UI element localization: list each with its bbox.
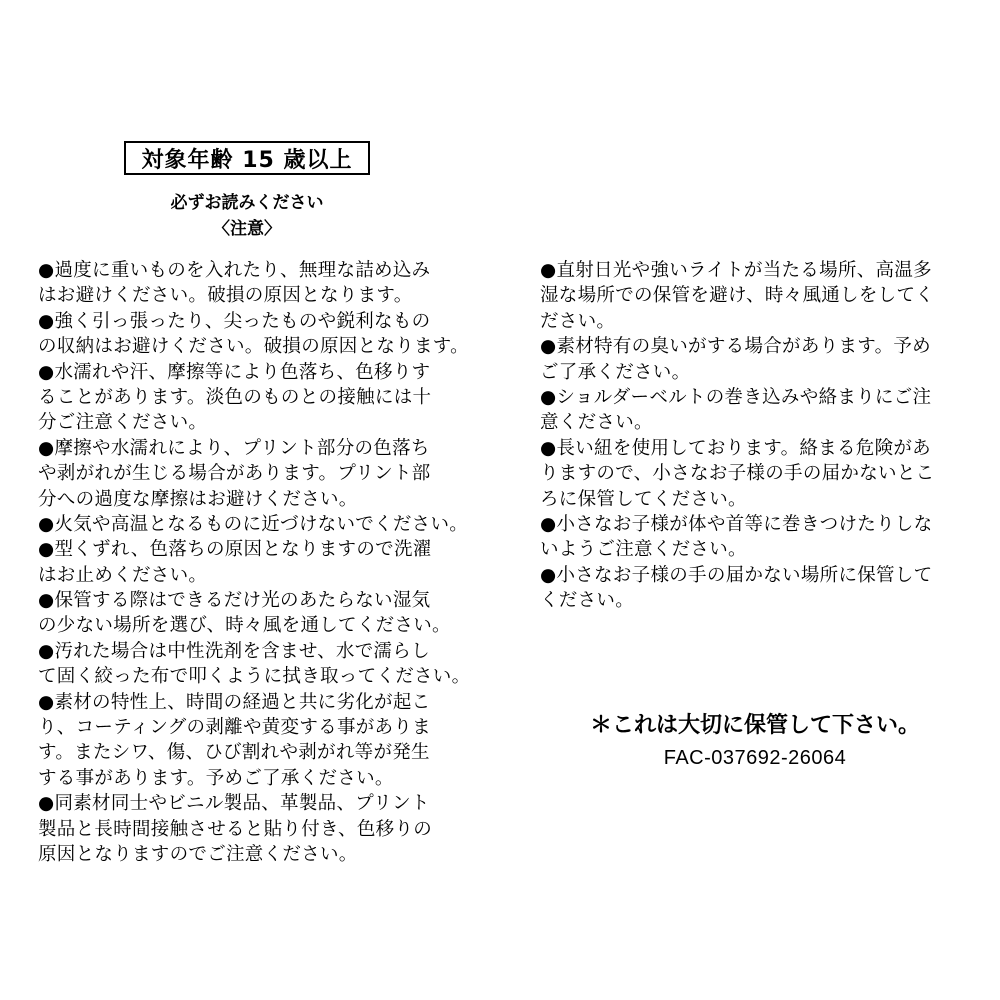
product-code: FAC-037692-26064 — [663, 747, 847, 769]
caution-line: ●汚れた場合は中性洗剤を含ませ、水で濡らし — [38, 640, 430, 662]
caution-list-right — [540, 258, 970, 613]
caution-line: ご了承ください。 — [540, 361, 691, 383]
caution-line: の少ない場所を選び、時々風を通してください。 — [38, 615, 451, 637]
caution-line: ●型くずれ、色落ちの原因となりますので洗濯 — [38, 539, 432, 561]
caution-line: ろに保管してください。 — [540, 488, 747, 510]
keep-note: ＊これは大切に保管して下さい。 — [589, 713, 920, 738]
caution-line: て固く絞った布で叩くように拭き取ってください。 — [38, 666, 471, 688]
caution-line: ●素材特有の臭いがする場合があります。予め — [540, 336, 931, 358]
caution-list-left — [38, 258, 471, 867]
caution-line: 意ください。 — [540, 412, 653, 434]
caution-line: りますので、小さなお子様の手の届かないとこ — [540, 463, 935, 485]
caution-line: いようご注意ください。 — [540, 539, 747, 561]
caution-line: 分への過度な摩擦はお避けください。 — [38, 488, 358, 510]
caution-line: ●小さなお子様が体や首等に巻きつけたりしな — [540, 513, 933, 535]
caution-line: 原因となりますのでご注意ください。 — [38, 843, 358, 865]
caution-line: ●長い紐を使用しております。絡まる危険があ — [540, 437, 931, 459]
must-read-heading: 必ずお読みください — [170, 193, 324, 213]
caution-line: ●保管する際はできるだけ光のあたらない湿気 — [38, 590, 431, 612]
age-rating-label: 対象年齢 15 歳以上 — [141, 147, 353, 173]
age-rating-box — [124, 141, 370, 175]
caution-line: はお止めください。 — [38, 564, 208, 586]
caution-line: 湿な場所での保管を避け、時々風通しをしてく — [540, 285, 935, 307]
caution-line: する事があります。予めご了承ください。 — [38, 767, 394, 789]
caution-line: の収納はお避けください。破損の原因となります。 — [38, 336, 469, 358]
caution-line: ●過度に重いものを入れたり、無理な詰め込み — [38, 260, 431, 281]
caution-line: ださい。 — [540, 310, 616, 332]
caution-line: ください。 — [540, 590, 635, 612]
caution-line: や剥がれが生じる場合があります。プリント部 — [38, 463, 431, 485]
caution-line: ●小さなお子様の手の届かない場所に保管して — [540, 564, 933, 586]
caution-line: ●水濡れや汗、摩擦等により色落ち、色移りす — [38, 361, 431, 383]
caution-line: り、コーティングの剥離や黄変する事がありま — [38, 717, 431, 739]
caution-line: ●火気や高温となるものに近づけないでください。 — [38, 513, 469, 535]
caution-line: ●摩擦や水濡れにより、プリント部分の色落ち — [38, 437, 430, 459]
caution-line: ●同素材同士やビニル製品、革製品、プリント — [38, 793, 430, 815]
caution-line: ●素材の特性上、時間の経過と共に劣化が起こ — [38, 691, 431, 713]
caution-line: ●直射日光や強いライトが当たる場所、高温多 — [540, 260, 932, 281]
caution-line: ることがあります。淡色のものとの接触には十 — [38, 386, 432, 408]
caution-line: 製品と長時間接触させると貼り付き、色移りの — [38, 818, 433, 840]
caution-heading: 〈注意〉 — [213, 219, 281, 239]
caution-line: ●強く引っ張ったり、尖ったものや鋭利なもの — [38, 310, 431, 332]
caution-line: はお避けください。破損の原因となります。 — [38, 285, 413, 307]
caution-line: す。またシワ、傷、ひび割れや剥がれ等が発生 — [38, 742, 430, 764]
caution-line: 分ご注意ください。 — [38, 412, 208, 434]
caution-line: ●ショルダーベルトの巻き込みや絡まりにご注 — [540, 386, 932, 408]
